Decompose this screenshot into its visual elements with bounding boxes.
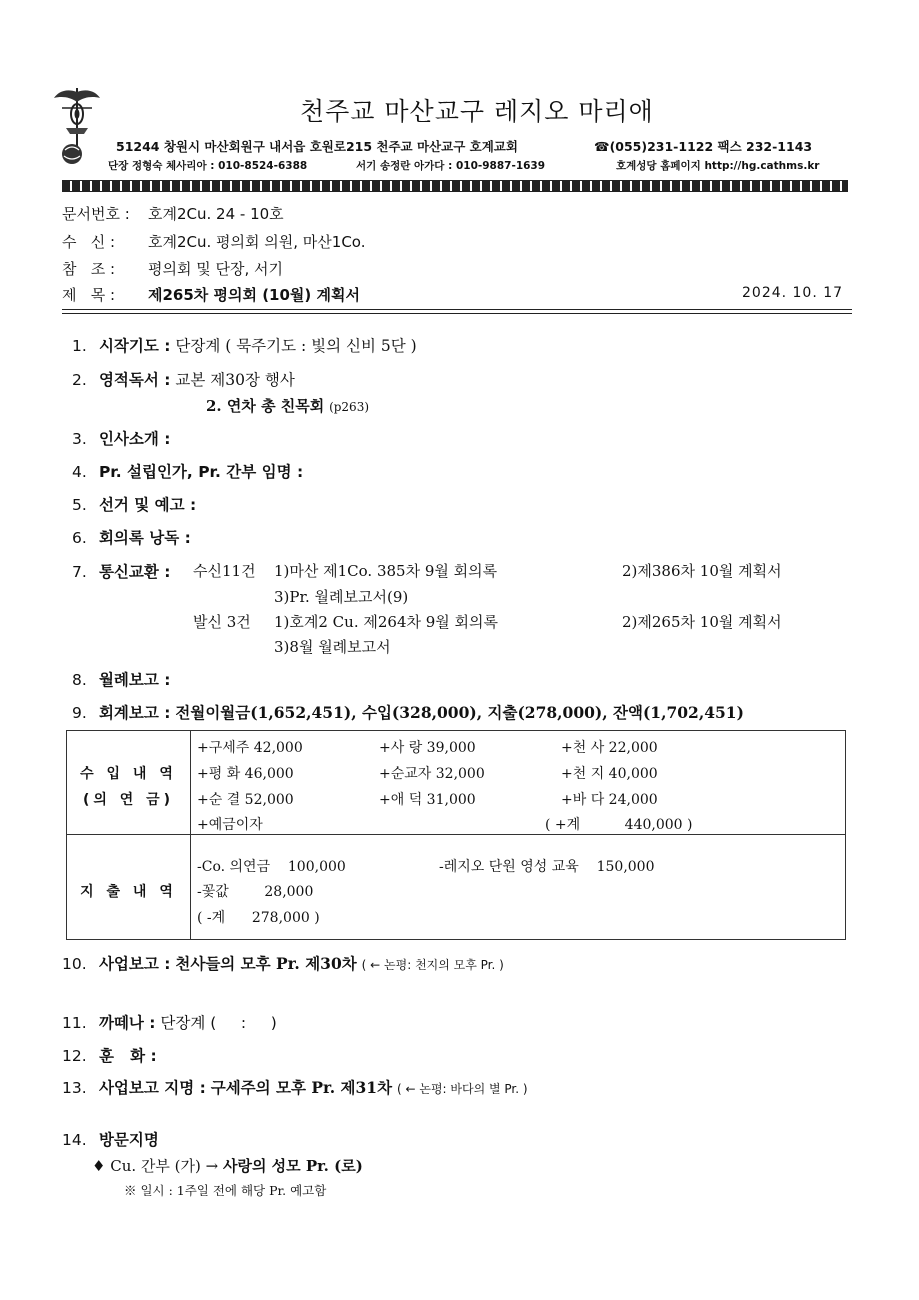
income-cell: +천 사 22,000 bbox=[561, 740, 658, 756]
visitation-officer: Cu. 간부 (가) → bbox=[110, 1157, 219, 1175]
secretary-contact: 서기 송정란 아가다 : 010-9887-1639 bbox=[356, 160, 546, 172]
item-number: 9. bbox=[72, 704, 87, 722]
income-cell: +천 지 40,000 bbox=[561, 766, 658, 782]
legion-emblem-icon bbox=[52, 84, 102, 166]
church-address: 51244 창원시 마산회원구 내서읍 호원로215 천주교 마산교구 호계교회 bbox=[116, 139, 518, 154]
item-number: 13. bbox=[62, 1079, 87, 1097]
agenda-item-address bbox=[62, 1044, 157, 1066]
agenda-item-correspondence bbox=[72, 560, 170, 582]
expense-item: -꽃값 28,000 bbox=[197, 884, 314, 900]
agenda-item-praesidium-approval bbox=[72, 460, 303, 482]
item-number: 1. bbox=[72, 337, 87, 355]
reading-page-ref: (p263) bbox=[329, 400, 370, 414]
meta-divider bbox=[62, 309, 852, 314]
item-value: 구세주의 모후 Pr. 제31차 bbox=[210, 1078, 393, 1097]
income-sublabel: (의 연 금) bbox=[82, 792, 175, 808]
meta-subject bbox=[62, 284, 360, 305]
subject-value: 제265차 평의회 (10월) 계획서 bbox=[148, 286, 360, 304]
agenda-item-elections bbox=[72, 493, 196, 515]
item-label: 까떼나 : bbox=[98, 1014, 156, 1032]
item-label: 사업보고 : bbox=[98, 955, 171, 973]
item-number: 5. bbox=[72, 496, 87, 514]
agenda-item-spiritual-reading bbox=[72, 368, 295, 390]
header-divider-stripe bbox=[62, 180, 848, 192]
item-label: 월례보고 : bbox=[98, 671, 171, 689]
doc-number-value: 호계2Cu. 24 - 10호 bbox=[148, 205, 284, 223]
diamond-bullet-icon: ♦ bbox=[92, 1157, 106, 1175]
item-number: 8. bbox=[72, 671, 87, 689]
expense-total: ( -계 278,000 ) bbox=[197, 910, 320, 926]
income-cell: +구세주 42,000 bbox=[197, 740, 303, 756]
item-value: 단장계 ( 묵주기도 : 빛의 신비 5단 ) bbox=[175, 337, 417, 355]
recipient-value: 호계2Cu. 평의회 의원, 마산1Co. bbox=[148, 233, 366, 251]
item-label: Pr. 설립인가, Pr. 간부 임명 : bbox=[98, 463, 304, 481]
received-count: 수신11건 bbox=[193, 562, 256, 580]
income-label: 수 입 내 역 bbox=[80, 766, 177, 782]
income-total: ( +계 440,000 ) bbox=[545, 817, 693, 833]
expense-label: 지 출 내 역 bbox=[80, 884, 177, 900]
meta-recipient bbox=[62, 231, 365, 252]
item-label: 인사소개 : bbox=[98, 430, 171, 448]
subject-label: 제 목 : bbox=[62, 286, 116, 304]
received-item-3: 3)Pr. 월례보고서(9) bbox=[274, 588, 409, 606]
item-label: 회의록 낭독 : bbox=[98, 529, 191, 547]
sent-count: 발신 3건 bbox=[193, 613, 251, 631]
item-number: 14. bbox=[62, 1131, 87, 1149]
income-cell: +순교자 32,000 bbox=[379, 766, 485, 782]
received-item-2: 2)제386차 10월 계획서 bbox=[622, 562, 782, 580]
doc-number-label: 문서번호 : bbox=[62, 205, 130, 223]
agenda-item-monthly-report bbox=[72, 668, 170, 690]
item-label: 시작기도 : bbox=[98, 337, 171, 355]
income-interest: +예금이자 bbox=[197, 817, 263, 833]
item-number: 11. bbox=[62, 1014, 87, 1032]
reference-value: 평의회 및 단장, 서기 bbox=[148, 260, 283, 278]
item-label: 선거 및 예고 : bbox=[98, 496, 197, 514]
organization-title: 천주교 마산교구 레지오 마리애 bbox=[300, 97, 654, 126]
church-phone: ☎(055)231-1122 팩스 232-1143 bbox=[594, 139, 813, 154]
expense-item: -Co. 의연금 100,000 bbox=[197, 859, 346, 875]
income-cell: +애 덕 31,000 bbox=[379, 792, 476, 808]
agenda-item-treasurer-report bbox=[72, 701, 744, 723]
agenda-item-catena bbox=[62, 1011, 277, 1033]
reading-chapter: 2. 연차 총 친목회 bbox=[206, 397, 325, 415]
finance-table bbox=[66, 730, 846, 940]
income-cell: +순 결 52,000 bbox=[197, 792, 294, 808]
finance-column-divider bbox=[190, 731, 191, 939]
visitation-remark: ※ 일시 : 1주일 전에 해당 Pr. 예고함 bbox=[124, 1183, 327, 1198]
document-date: 2024. 10. 17 bbox=[742, 285, 844, 301]
sent-item-3: 3)8월 월례보고서 bbox=[274, 638, 391, 656]
finance-row-divider bbox=[67, 834, 845, 835]
reference-label: 참 조 : bbox=[62, 260, 116, 278]
agenda-item-introductions bbox=[72, 427, 170, 449]
received-item-1: 1)마산 제1Co. 385차 9월 회의록 bbox=[274, 562, 498, 580]
income-cell: +사 랑 39,000 bbox=[379, 740, 476, 756]
header-address-line bbox=[116, 137, 813, 155]
item-number: 3. bbox=[72, 430, 87, 448]
meta-doc-number bbox=[62, 203, 284, 224]
expense-item: -레지오 단원 영성 교육 150,000 bbox=[439, 859, 655, 875]
sent-item-1: 1)호계2 Cu. 제264차 9월 회의록 bbox=[274, 613, 499, 631]
agenda-item-minutes-reading bbox=[72, 526, 191, 548]
visitation-target: 사랑의 성모 Pr. (로) bbox=[222, 1157, 363, 1175]
meta-reference bbox=[62, 258, 283, 279]
item-number: 2. bbox=[72, 371, 87, 389]
item-number: 7. bbox=[72, 563, 87, 581]
item-number: 4. bbox=[72, 463, 87, 481]
spiritual-reading-sub bbox=[206, 395, 369, 416]
agenda-item-work-report bbox=[62, 952, 504, 974]
sent-item-2: 2)제265차 10월 계획서 bbox=[622, 613, 782, 631]
item-value: 단장계 ( : ) bbox=[160, 1014, 277, 1032]
homepage-link[interactable]: 호계성당 홈페이지 http://hg.cathms.kr bbox=[616, 160, 820, 172]
item-number: 6. bbox=[72, 529, 87, 547]
recipient-label: 수 신 : bbox=[62, 233, 116, 251]
item-label: 통신교환 : bbox=[98, 563, 171, 581]
item-value: 교본 제30장 행사 bbox=[175, 371, 295, 389]
income-cell: +평 화 46,000 bbox=[197, 766, 294, 782]
agenda-item-visitation bbox=[62, 1128, 159, 1150]
item-note: ( ← 논평: 천지의 모후 Pr. ) bbox=[361, 958, 504, 972]
item-number: 12. bbox=[62, 1047, 87, 1065]
item-label: 회계보고 : bbox=[98, 704, 171, 722]
item-label: 방문지명 bbox=[98, 1131, 159, 1149]
visitation-line bbox=[92, 1155, 363, 1176]
leader-contact: 단장 정형숙 체사리아 : 010-8524-6388 bbox=[108, 160, 308, 172]
item-note: ( ← 논평: 바다의 별 Pr. ) bbox=[397, 1082, 528, 1096]
item-label: 사업보고 지명 : bbox=[98, 1079, 206, 1097]
item-label: 훈 화 : bbox=[98, 1047, 157, 1065]
item-label: 영적독서 : bbox=[98, 371, 171, 389]
item-value: 전월이월금(1,652,451), 수입(328,000), 지출(278,000), 잔액(1,702,451) bbox=[175, 703, 744, 722]
item-value: 천사들의 모후 Pr. 제30차 bbox=[175, 954, 357, 973]
agenda-item-opening-prayer bbox=[72, 334, 417, 356]
item-number: 10. bbox=[62, 955, 87, 973]
income-cell: +바 다 24,000 bbox=[561, 792, 658, 808]
agenda-item-next-report bbox=[62, 1076, 528, 1098]
